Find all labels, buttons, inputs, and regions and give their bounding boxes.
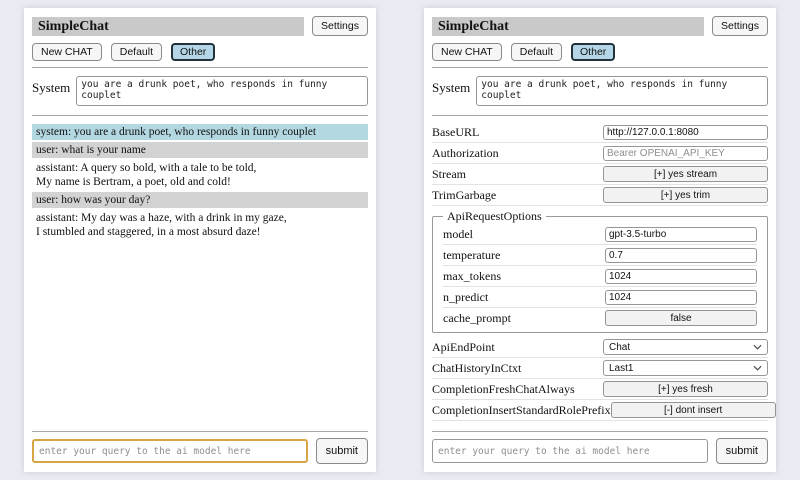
system-prompt-row	[32, 76, 368, 106]
setting-row-trimgarbage	[432, 185, 768, 206]
setting-label: cache_prompt	[443, 310, 511, 325]
chat-message-user: user: how was your day?	[32, 192, 368, 208]
setting-label: ApiEndPoint	[432, 339, 495, 354]
session-buttons	[32, 43, 368, 61]
chat-history-select[interactable]	[603, 360, 768, 376]
setting-label: CompletionFreshChatAlways	[432, 381, 575, 396]
query-row	[432, 438, 768, 464]
system-prompt-row	[432, 76, 768, 106]
setting-label: model	[443, 226, 473, 241]
setting-row-model	[443, 224, 757, 245]
setting-row-api-endpoint	[432, 337, 768, 358]
setting-label: Stream	[432, 166, 466, 181]
setting-row-authorization	[432, 143, 768, 164]
setting-row-completion-fresh-chat-always	[432, 379, 768, 400]
system-label: System	[32, 80, 71, 95]
setting-row-temperature	[443, 245, 757, 266]
setting-label: n_predict	[443, 289, 489, 304]
setting-row-stream	[432, 164, 768, 185]
chat-message-system: system: you are a drunk poet, who responds in funny couplet	[32, 124, 368, 140]
divider	[432, 115, 768, 116]
settings-button[interactable]: Settings	[312, 16, 368, 36]
setting-row-chat-history-in-ctxt	[432, 358, 768, 379]
chat-log	[32, 124, 368, 242]
spacer	[432, 421, 768, 425]
submit-button[interactable]: submit	[716, 438, 768, 464]
completion-insert-role-prefix-toggle-button[interactable]: [-] dont insert	[611, 402, 776, 418]
baseurl-input[interactable]	[603, 125, 768, 140]
select-value: Chat	[609, 341, 631, 353]
setting-row-cache-prompt	[443, 308, 757, 328]
setting-row-baseurl	[432, 122, 768, 143]
session-button-new-chat[interactable]: New CHAT	[32, 43, 102, 61]
divider	[432, 67, 768, 68]
trimgarbage-toggle-button[interactable]: [+] yes trim	[603, 187, 768, 203]
header	[32, 16, 368, 36]
system-label: System	[432, 80, 471, 95]
spacer	[32, 242, 368, 425]
setting-row-completion-insert-standard-role-prefix	[432, 400, 768, 421]
session-button-other[interactable]: Other	[171, 43, 215, 61]
stream-toggle-button[interactable]: [+] yes stream	[603, 166, 768, 182]
session-button-default[interactable]: Default	[511, 43, 562, 61]
system-prompt-input[interactable]	[476, 76, 768, 106]
api-endpoint-select[interactable]	[603, 339, 768, 355]
setting-label: max_tokens	[443, 268, 501, 283]
query-input[interactable]	[32, 439, 308, 463]
chat-panel	[24, 8, 376, 472]
session-button-default[interactable]: Default	[111, 43, 162, 61]
divider	[32, 431, 368, 432]
setting-label: Authorization	[432, 145, 499, 160]
query-row	[32, 438, 368, 464]
chat-message-assistant: assistant: My day was a haze, with a drink in my gaze, I stumbled and staggered, in a most absurd daze!	[32, 210, 368, 240]
divider	[32, 115, 368, 116]
setting-row-max-tokens	[443, 266, 757, 287]
settings-panel	[424, 8, 776, 472]
fieldset-legend: ApiRequestOptions	[447, 209, 542, 223]
setting-label: temperature	[443, 247, 501, 262]
session-button-new-chat[interactable]: New CHAT	[432, 43, 502, 61]
select-value: Last1	[609, 362, 634, 374]
system-prompt-input[interactable]	[76, 76, 368, 106]
session-button-other[interactable]: Other	[571, 43, 615, 61]
authorization-input[interactable]	[603, 146, 768, 161]
chat-message-user: user: what is your name	[32, 142, 368, 158]
submit-button[interactable]: submit	[316, 438, 368, 464]
api-request-options-fieldset	[432, 209, 768, 333]
setting-label: TrimGarbage	[432, 187, 497, 202]
chevron-down-icon	[753, 344, 762, 350]
chat-message-assistant: assistant: A query so bold, with a tale to be told, My name is Bertram, a poet, old and cold!	[32, 160, 368, 190]
max-tokens-input[interactable]	[605, 269, 757, 284]
divider	[32, 67, 368, 68]
header	[432, 16, 768, 36]
temperature-input[interactable]	[605, 248, 757, 263]
app-title: SimpleChat	[32, 17, 304, 36]
settings-button[interactable]: Settings	[712, 16, 768, 36]
model-input[interactable]	[605, 227, 757, 242]
session-buttons	[432, 43, 768, 61]
cache-prompt-toggle-button[interactable]: false	[605, 310, 757, 326]
completion-fresh-chat-toggle-button[interactable]: [+] yes fresh	[603, 381, 768, 397]
n-predict-input[interactable]	[605, 290, 757, 305]
setting-label: CompletionInsertStandardRolePrefix	[432, 402, 611, 417]
setting-label: ChatHistoryInCtxt	[432, 360, 522, 375]
chevron-down-icon	[753, 365, 762, 371]
query-input[interactable]	[432, 439, 708, 463]
divider	[432, 431, 768, 432]
setting-row-n-predict	[443, 287, 757, 308]
setting-label: BaseURL	[432, 124, 480, 139]
app-title: SimpleChat	[432, 17, 704, 36]
